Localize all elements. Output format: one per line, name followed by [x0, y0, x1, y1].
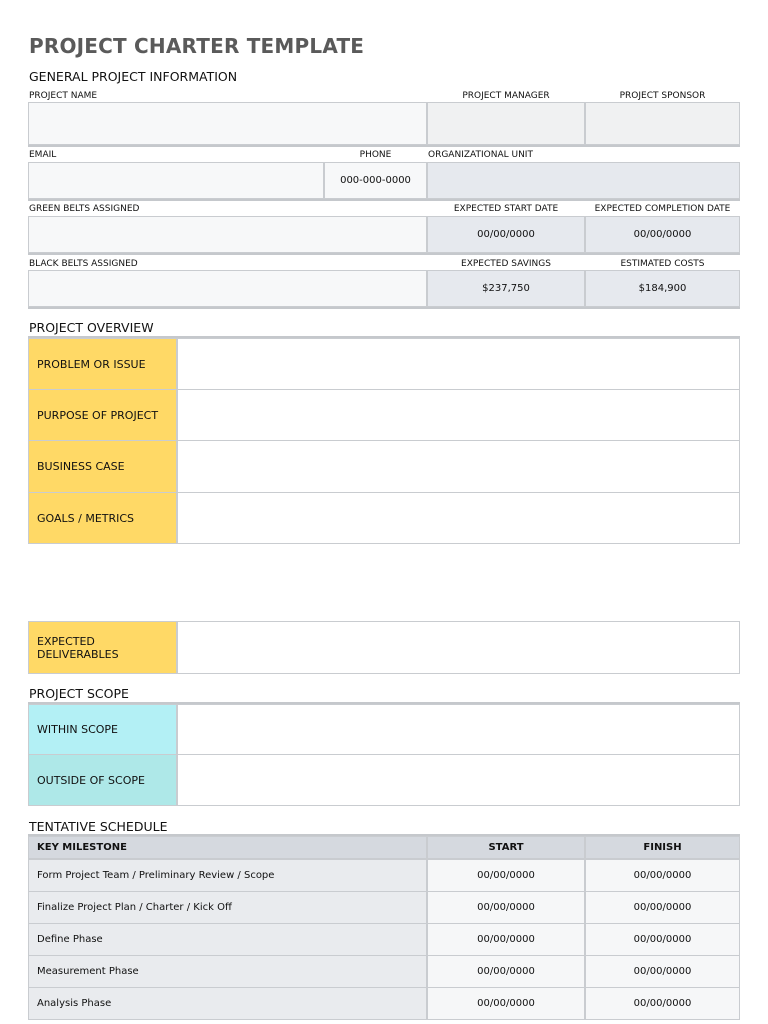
start-cell[interactable]: 00/00/0000	[427, 891, 585, 924]
milestone-cell[interactable]: Form Project Team / Preliminary Review / Scope	[28, 859, 427, 892]
org-unit-field[interactable]	[427, 162, 740, 199]
project-manager-label: PROJECT MANAGER	[462, 91, 550, 101]
col-start-header: START	[427, 836, 585, 859]
milestone-cell[interactable]: Finalize Project Plan / Charter / Kick Off	[28, 891, 427, 924]
phone-field[interactable]: 000-000-0000	[324, 162, 427, 199]
purpose-label: PURPOSE OF PROJECT	[28, 389, 177, 441]
green-belts-label: GREEN BELTS ASSIGNED	[29, 204, 140, 214]
overview-heading: PROJECT OVERVIEW	[29, 320, 154, 335]
estimated-costs-label: ESTIMATED COSTS	[620, 259, 705, 269]
expected-completion-field[interactable]: 00/00/0000	[585, 216, 740, 253]
start-cell[interactable]: 00/00/0000	[427, 987, 585, 1020]
phone-label: PHONE	[359, 150, 392, 160]
divider	[28, 253, 740, 255]
outside-scope-label: OUTSIDE OF SCOPE	[28, 754, 177, 806]
expected-savings-label: EXPECTED SAVINGS	[461, 259, 551, 269]
finish-cell[interactable]: 00/00/0000	[585, 955, 740, 988]
estimated-costs-field[interactable]: $184,900	[585, 270, 740, 307]
problem-label: PROBLEM OR ISSUE	[28, 338, 177, 390]
start-cell[interactable]: 00/00/0000	[427, 955, 585, 988]
divider	[28, 199, 740, 201]
general-info-heading: GENERAL PROJECT INFORMATION	[29, 69, 238, 84]
expected-start-label: EXPECTED START DATE	[453, 204, 559, 214]
purpose-field[interactable]	[177, 389, 740, 441]
expected-savings-field[interactable]: $237,750	[427, 270, 585, 307]
page-title: PROJECT CHARTER TEMPLATE	[29, 34, 365, 58]
col-finish-header: FINISH	[585, 836, 740, 859]
project-name-label: PROJECT NAME	[29, 91, 98, 101]
email-field[interactable]	[28, 162, 324, 199]
black-belts-label: BLACK BELTS ASSIGNED	[29, 259, 138, 269]
email-label: EMAIL	[29, 150, 57, 160]
problem-field[interactable]	[177, 338, 740, 390]
expected-start-field[interactable]: 00/00/0000	[427, 216, 585, 253]
finish-cell[interactable]: 00/00/0000	[585, 923, 740, 956]
deliverables-label	[28, 621, 177, 674]
business-case-field[interactable]	[177, 440, 740, 493]
project-name-field[interactable]	[28, 102, 427, 145]
milestone-cell[interactable]: Define Phase	[28, 923, 427, 956]
divider	[28, 145, 740, 147]
green-belts-field[interactable]	[28, 216, 427, 253]
finish-cell[interactable]: 00/00/0000	[585, 987, 740, 1020]
expected-completion-label: EXPECTED COMPLETION DATE	[594, 204, 731, 214]
col-milestone-header: KEY MILESTONE	[28, 836, 427, 859]
scope-heading: PROJECT SCOPE	[29, 686, 129, 701]
deliverables-field[interactable]	[177, 621, 740, 674]
project-sponsor-label: PROJECT SPONSOR	[619, 91, 706, 101]
project-manager-field[interactable]	[427, 102, 585, 145]
goals-label: GOALS / METRICS	[28, 492, 177, 544]
deliverables-label-line1: EXPECTED	[37, 634, 95, 648]
milestone-cell[interactable]: Measurement Phase	[28, 955, 427, 988]
finish-cell[interactable]: 00/00/0000	[585, 859, 740, 892]
divider	[28, 307, 740, 309]
start-cell[interactable]: 00/00/0000	[427, 859, 585, 892]
within-scope-field[interactable]	[177, 704, 740, 755]
org-unit-label: ORGANIZATIONAL UNIT	[428, 150, 533, 160]
start-cell[interactable]: 00/00/0000	[427, 923, 585, 956]
finish-cell[interactable]: 00/00/0000	[585, 891, 740, 924]
outside-scope-field[interactable]	[177, 754, 740, 806]
within-scope-label: WITHIN SCOPE	[28, 704, 177, 755]
black-belts-field[interactable]	[28, 270, 427, 307]
goals-field[interactable]	[177, 492, 740, 544]
schedule-heading: TENTATIVE SCHEDULE	[29, 819, 168, 834]
business-case-label: BUSINESS CASE	[28, 440, 177, 493]
deliverables-label-line2: DELIVERABLES	[37, 647, 119, 661]
project-sponsor-field[interactable]	[585, 102, 740, 145]
milestone-cell[interactable]: Analysis Phase	[28, 987, 427, 1020]
